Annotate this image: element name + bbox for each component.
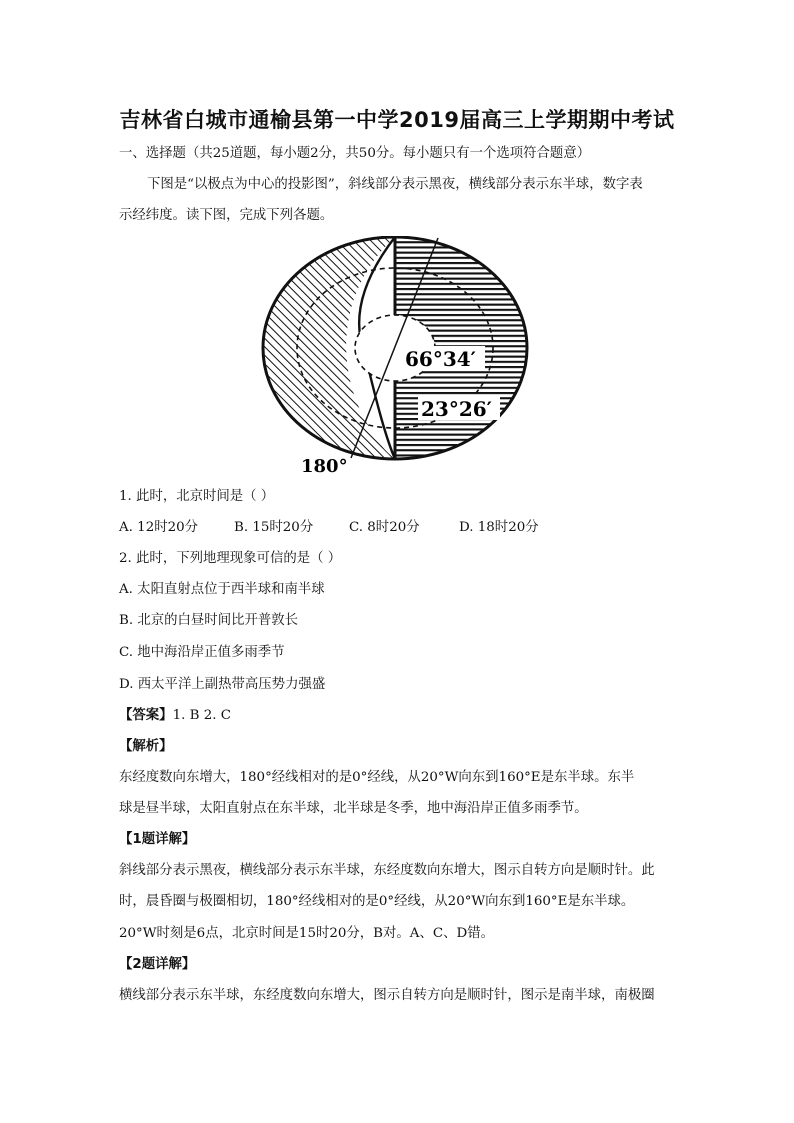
detail-2-line-1: 横线部分表示东半球，东经度数向东增大，图示自转方向是顺时针，图示是南半球，南极圈: [119, 988, 655, 1003]
analysis-label: 【解析】: [119, 739, 173, 754]
section-heading: 一、选择题（共25道题，每小题2分，共50分。每小题只有一个选项符合题意）: [119, 146, 591, 161]
q1-option-a[interactable]: A. 12时20分: [119, 520, 199, 535]
q1-option-c[interactable]: C. 8时20分: [349, 520, 420, 535]
detail-1-line-2: 时，晨昏圈与极圈相切，180°经线相对的是0°经线，从20°W向东到160°E是东半球。: [119, 894, 635, 909]
analysis-line-2: 球是昼半球，太阳直射点在东半球，北半球是冬季，地中海沿岸正值多雨季节。: [119, 801, 588, 816]
question-1-options: [119, 519, 679, 537]
intro-line-1: 下图是“以极点为中心的投影图”，斜线部分表示黑夜，横线部分表示东半球，数字表: [147, 177, 643, 192]
q2-option-b[interactable]: B. 北京的白昼时间比开普敦长: [119, 613, 299, 628]
page-title: 吉林省白城市通榆县第一中学2019届高三上学期期中考试: [119, 108, 675, 132]
question-2-stem: 2. 此时，下列地理现象可信的是（ ）: [119, 551, 342, 566]
q2-option-a[interactable]: A. 太阳直射点位于西半球和南半球: [119, 582, 325, 597]
q2-option-d[interactable]: D. 西太平洋上副热带高压势力强盛: [119, 677, 326, 692]
detail-1-label: 【1题详解】: [119, 832, 196, 847]
intro-line-2: 示经纬度。读下图，完成下列各题。: [119, 208, 334, 223]
q1-option-d[interactable]: D. 18时20分: [459, 520, 539, 535]
tropic-latitude-label: 23°26′: [421, 397, 492, 421]
detail-1-line-3: 20°W时刻是6点，北京时间是15时20分，B对。A、C、D错。: [119, 926, 495, 941]
q2-option-c[interactable]: C. 地中海沿岸正值多雨季节: [119, 645, 285, 660]
answer-row: [119, 707, 679, 725]
analysis-line-1: 东经度数向东增大，180°经线相对的是0°经线，从20°W向东到160°E是东半球。东半: [119, 770, 635, 785]
polar-projection-diagram: [255, 236, 535, 476]
detail-2-label: 【2题详解】: [119, 957, 196, 972]
q1-option-b[interactable]: B. 15时20分: [234, 520, 314, 535]
meridian-180-label: 180°: [301, 456, 348, 476]
arctic-latitude-label: 66°34′: [405, 347, 476, 371]
answer-text: 1. B 2. C: [172, 708, 231, 723]
answer-label: 【答案】: [119, 708, 173, 723]
question-1-stem: 1. 此时，北京时间是（ ）: [119, 489, 275, 504]
detail-1-line-1: 斜线部分表示黑夜，横线部分表示东半球，东经度数向东增大，图示自转方向是顺时针。此: [119, 863, 655, 878]
